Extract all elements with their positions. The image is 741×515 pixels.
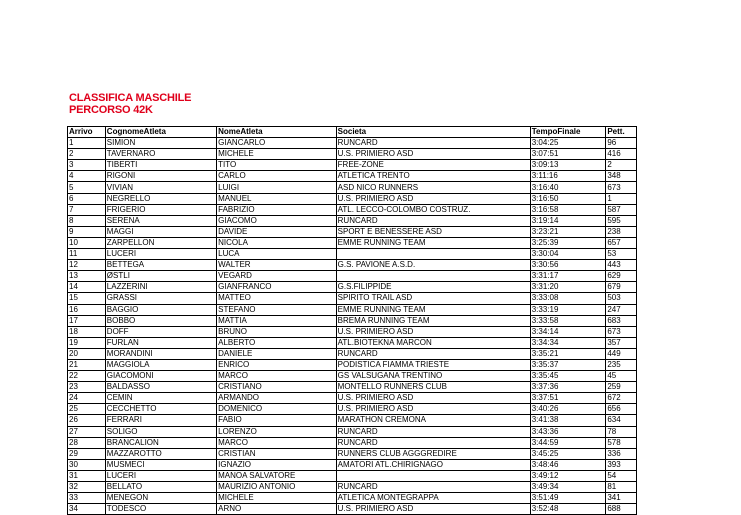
cognome-cell: BALDASSO	[105, 382, 216, 393]
societa-cell: G.S. PAVIONE A.S.D.	[336, 260, 530, 271]
tempo-cell: 3:31:17	[530, 271, 606, 282]
table-row	[68, 348, 637, 359]
societa-cell	[336, 470, 530, 481]
header-nome: NomeAtleta	[217, 127, 337, 138]
arrivo-cell: 29	[68, 448, 106, 459]
pettorale-cell: 629	[606, 271, 637, 282]
cognome-cell: SIMION	[105, 138, 216, 149]
tempo-cell: 3:37:36	[530, 382, 606, 393]
nome-cell: TITO	[217, 160, 337, 171]
tempo-cell: 3:52:48	[530, 504, 606, 515]
table-row	[68, 415, 637, 426]
pettorale-cell: 235	[606, 359, 637, 370]
table-row	[68, 237, 637, 248]
tempo-cell: 3:11:16	[530, 171, 606, 182]
cognome-cell: CEMIN	[105, 393, 216, 404]
nome-cell: GIACOMO	[217, 215, 337, 226]
nome-cell: MARCO	[217, 371, 337, 382]
table-row	[68, 193, 637, 204]
societa-cell: RUNCARD	[336, 215, 530, 226]
pettorale-cell: 449	[606, 348, 637, 359]
cognome-cell: MAGGIOLA	[105, 359, 216, 370]
table-row	[68, 160, 637, 171]
cognome-cell: BETTEGA	[105, 260, 216, 271]
societa-cell: BREMA RUNNING TEAM	[336, 315, 530, 326]
tempo-cell: 3:34:14	[530, 326, 606, 337]
tempo-cell: 3:40:26	[530, 404, 606, 415]
table-row	[68, 226, 637, 237]
arrivo-cell: 33	[68, 493, 106, 504]
societa-cell: MARATHON CREMONA	[336, 415, 530, 426]
nome-cell: CARLO	[217, 171, 337, 182]
pettorale-cell: 45	[606, 371, 637, 382]
tempo-cell: 3:48:46	[530, 459, 606, 470]
header-societa: Societa	[336, 127, 530, 138]
cognome-cell: MAZZAROTTO	[105, 448, 216, 459]
arrivo-cell: 18	[68, 326, 106, 337]
pettorale-cell: 657	[606, 237, 637, 248]
pettorale-cell: 587	[606, 204, 637, 215]
cognome-cell: GRASSI	[105, 293, 216, 304]
societa-cell: U.S. PRIMIERO ASD	[336, 404, 530, 415]
tempo-cell: 3:30:56	[530, 260, 606, 271]
arrivo-cell: 24	[68, 393, 106, 404]
pettorale-cell: 679	[606, 282, 637, 293]
cognome-cell: GIACOMONI	[105, 371, 216, 382]
tempo-cell: 3:31:20	[530, 282, 606, 293]
cognome-cell: MORANDINI	[105, 348, 216, 359]
societa-cell: U.S. PRIMIERO ASD	[336, 193, 530, 204]
nome-cell: FABRIZIO	[217, 204, 337, 215]
tempo-cell: 3:33:58	[530, 315, 606, 326]
pettorale-cell: 595	[606, 215, 637, 226]
societa-cell: MONTELLO RUNNERS CLUB	[336, 382, 530, 393]
nome-cell: CRISTIANO	[217, 382, 337, 393]
societa-cell: U.S. PRIMIERO ASD	[336, 504, 530, 515]
tempo-cell: 3:37:51	[530, 393, 606, 404]
societa-cell: RUNCARD	[336, 482, 530, 493]
arrivo-cell: 17	[68, 315, 106, 326]
cognome-cell: MENEGON	[105, 493, 216, 504]
societa-cell: RUNCARD	[336, 138, 530, 149]
pettorale-cell: 673	[606, 182, 637, 193]
nome-cell: MATTIA	[217, 315, 337, 326]
header-cognome: CognomeAtleta	[105, 127, 216, 138]
nome-cell: VEGARD	[217, 271, 337, 282]
tempo-cell: 3:49:34	[530, 482, 606, 493]
nome-cell: NICOLA	[217, 237, 337, 248]
cognome-cell: TAVERNARO	[105, 149, 216, 160]
cognome-cell: RIGONI	[105, 171, 216, 182]
tempo-cell: 3:09:13	[530, 160, 606, 171]
cognome-cell: TODESCO	[105, 504, 216, 515]
nome-cell: GIANFRANCO	[217, 282, 337, 293]
tempo-cell: 3:16:50	[530, 193, 606, 204]
arrivo-cell: 19	[68, 337, 106, 348]
arrivo-cell: 20	[68, 348, 106, 359]
nome-cell: GIANCARLO	[217, 138, 337, 149]
table-row	[68, 404, 637, 415]
arrivo-cell: 2	[68, 149, 106, 160]
header-arrivo: Arrivo	[68, 127, 106, 138]
arrivo-cell: 3	[68, 160, 106, 171]
arrivo-cell: 11	[68, 249, 106, 260]
nome-cell: CRISTIAN	[217, 448, 337, 459]
tempo-cell: 3:35:45	[530, 371, 606, 382]
pettorale-cell: 416	[606, 149, 637, 160]
nome-cell: MATTEO	[217, 293, 337, 304]
cognome-cell: TIBERTI	[105, 160, 216, 171]
societa-cell	[336, 271, 530, 282]
nome-cell: MANUEL	[217, 193, 337, 204]
pettorale-cell: 259	[606, 382, 637, 393]
table-row	[68, 448, 637, 459]
societa-cell: SPIRITO TRAIL ASD	[336, 293, 530, 304]
pettorale-cell: 96	[606, 138, 637, 149]
arrivo-cell: 34	[68, 504, 106, 515]
nome-cell: IGNAZIO	[217, 459, 337, 470]
societa-cell: ATLETICA TRENTO	[336, 171, 530, 182]
tempo-cell: 3:35:21	[530, 348, 606, 359]
societa-cell: ATL. LECCO-COLOMBO COSTRUZ.	[336, 204, 530, 215]
nome-cell: MARCO	[217, 437, 337, 448]
cognome-cell: LUCERI	[105, 470, 216, 481]
societa-cell: EMME RUNNING TEAM	[336, 237, 530, 248]
societa-cell: ASD NICO RUNNERS	[336, 182, 530, 193]
cognome-cell: BELLATO	[105, 482, 216, 493]
pettorale-cell: 336	[606, 448, 637, 459]
nome-cell: LUIGI	[217, 182, 337, 193]
nome-cell: MAURIZIO ANTONIO	[217, 482, 337, 493]
pettorale-cell: 672	[606, 393, 637, 404]
tempo-cell: 3:43:36	[530, 426, 606, 437]
pettorale-cell: 2	[606, 160, 637, 171]
pettorale-cell: 656	[606, 404, 637, 415]
arrivo-cell: 14	[68, 282, 106, 293]
nome-cell: MANOA SALVATORE	[217, 470, 337, 481]
arrivo-cell: 13	[68, 271, 106, 282]
pettorale-cell: 443	[606, 260, 637, 271]
pettorale-cell: 1	[606, 193, 637, 204]
arrivo-cell: 16	[68, 304, 106, 315]
table-row	[68, 326, 637, 337]
arrivo-cell: 1	[68, 138, 106, 149]
arrivo-cell: 4	[68, 171, 106, 182]
tempo-cell: 3:41:38	[530, 415, 606, 426]
header-row	[68, 127, 637, 138]
title-classifica: CLASSIFICA MASCHILE	[69, 92, 192, 104]
tempo-cell: 3:44:59	[530, 437, 606, 448]
societa-cell: RUNCARD	[336, 348, 530, 359]
nome-cell: DAVIDE	[217, 226, 337, 237]
pettorale-cell: 53	[606, 249, 637, 260]
table-row	[68, 470, 637, 481]
nome-cell: DANIELE	[217, 348, 337, 359]
nome-cell: MICHELE	[217, 149, 337, 160]
table-row	[68, 171, 637, 182]
pettorale-cell: 578	[606, 437, 637, 448]
cognome-cell: ZARPELLON	[105, 237, 216, 248]
cognome-cell: CECCHETTO	[105, 404, 216, 415]
table-row	[68, 437, 637, 448]
table-row	[68, 204, 637, 215]
arrivo-cell: 8	[68, 215, 106, 226]
pettorale-cell: 683	[606, 315, 637, 326]
cognome-cell: SOLIGO	[105, 426, 216, 437]
tempo-cell: 3:23:21	[530, 226, 606, 237]
table-row	[68, 504, 637, 515]
nome-cell: MICHELE	[217, 493, 337, 504]
tempo-cell: 3:04:25	[530, 138, 606, 149]
pettorale-cell: 247	[606, 304, 637, 315]
arrivo-cell: 26	[68, 415, 106, 426]
arrivo-cell: 27	[68, 426, 106, 437]
table-row	[68, 359, 637, 370]
table-row	[68, 382, 637, 393]
cognome-cell: ØSTLI	[105, 271, 216, 282]
societa-cell: U.S. PRIMIERO ASD	[336, 393, 530, 404]
table-row	[68, 337, 637, 348]
societa-cell: EMME RUNNING TEAM	[336, 304, 530, 315]
arrivo-cell: 6	[68, 193, 106, 204]
tempo-cell: 3:07:51	[530, 149, 606, 160]
tempo-cell: 3:35:37	[530, 359, 606, 370]
societa-cell: PODISTICA FIAMMA TRIESTE	[336, 359, 530, 370]
pettorale-cell: 357	[606, 337, 637, 348]
arrivo-cell: 21	[68, 359, 106, 370]
arrivo-cell: 7	[68, 204, 106, 215]
table-row	[68, 182, 637, 193]
table-row	[68, 282, 637, 293]
pettorale-cell: 503	[606, 293, 637, 304]
tempo-cell: 3:19:14	[530, 215, 606, 226]
societa-cell: GS VALSUGANA TRENTINO	[336, 371, 530, 382]
cognome-cell: FURLAN	[105, 337, 216, 348]
cognome-cell: VIVIAN	[105, 182, 216, 193]
nome-cell: LORENZO	[217, 426, 337, 437]
tempo-cell: 3:16:40	[530, 182, 606, 193]
tempo-cell: 3:45:25	[530, 448, 606, 459]
nome-cell: ENRICO	[217, 359, 337, 370]
pettorale-cell: 688	[606, 504, 637, 515]
arrivo-cell: 25	[68, 404, 106, 415]
table-row	[68, 426, 637, 437]
societa-cell: U.S. PRIMIERO ASD	[336, 326, 530, 337]
cognome-cell: BOBBO	[105, 315, 216, 326]
nome-cell: ARNO	[217, 504, 337, 515]
nome-cell: ARMANDO	[217, 393, 337, 404]
arrivo-cell: 22	[68, 371, 106, 382]
cognome-cell: MAGGI	[105, 226, 216, 237]
nome-cell: DOMENICO	[217, 404, 337, 415]
cognome-cell: BRANCALION	[105, 437, 216, 448]
societa-cell: ATL.BIOTEKNA MARCON	[336, 337, 530, 348]
pettorale-cell: 54	[606, 470, 637, 481]
pettorale-cell: 348	[606, 171, 637, 182]
results-body	[68, 138, 637, 515]
table-row	[68, 293, 637, 304]
tempo-cell: 3:51:49	[530, 493, 606, 504]
pettorale-cell: 238	[606, 226, 637, 237]
societa-cell: AMATORI ATL.CHIRIGNAGO	[336, 459, 530, 470]
cognome-cell: MUSMECI	[105, 459, 216, 470]
arrivo-cell: 31	[68, 470, 106, 481]
societa-cell: U.S. PRIMIERO ASD	[336, 149, 530, 160]
pettorale-cell: 393	[606, 459, 637, 470]
nome-cell: BRUNO	[217, 326, 337, 337]
cognome-cell: DOFF	[105, 326, 216, 337]
table-row	[68, 371, 637, 382]
nome-cell: FABIO	[217, 415, 337, 426]
tempo-cell: 3:49:12	[530, 470, 606, 481]
pettorale-cell: 81	[606, 482, 637, 493]
societa-cell: RUNNERS CLUB AGGGREDIRE	[336, 448, 530, 459]
societa-cell: ATLETICA MONTEGRAPPA	[336, 493, 530, 504]
societa-cell: SPORT E BENESSERE ASD	[336, 226, 530, 237]
cognome-cell: FRIGERIO	[105, 204, 216, 215]
societa-cell: RUNCARD	[336, 437, 530, 448]
table-row	[68, 304, 637, 315]
societa-cell: FREE-ZONE	[336, 160, 530, 171]
table-row	[68, 493, 637, 504]
arrivo-cell: 23	[68, 382, 106, 393]
cognome-cell: NEGRELLO	[105, 193, 216, 204]
societa-cell: RUNCARD	[336, 426, 530, 437]
cognome-cell: BAGGIO	[105, 304, 216, 315]
cognome-cell: LUCERI	[105, 249, 216, 260]
tempo-cell: 3:30:04	[530, 249, 606, 260]
pettorale-cell: 673	[606, 326, 637, 337]
nome-cell: WALTER	[217, 260, 337, 271]
table-row	[68, 315, 637, 326]
cognome-cell: SERENA	[105, 215, 216, 226]
table-row	[68, 393, 637, 404]
societa-cell: G.S.FILIPPIDE	[336, 282, 530, 293]
pettorale-cell: 78	[606, 426, 637, 437]
nome-cell: STEFANO	[217, 304, 337, 315]
table-row	[68, 482, 637, 493]
arrivo-cell: 30	[68, 459, 106, 470]
header-pettorale: Pett.	[606, 127, 637, 138]
pettorale-cell: 634	[606, 415, 637, 426]
title-percorso: PERCORSO 42K	[69, 104, 153, 116]
arrivo-cell: 5	[68, 182, 106, 193]
table-row	[68, 138, 637, 149]
nome-cell: LUCA	[217, 249, 337, 260]
results-table	[67, 126, 637, 515]
tempo-cell: 3:34:34	[530, 337, 606, 348]
tempo-cell: 3:16:58	[530, 204, 606, 215]
arrivo-cell: 32	[68, 482, 106, 493]
nome-cell: ALBERTO	[217, 337, 337, 348]
tempo-cell: 3:33:19	[530, 304, 606, 315]
cognome-cell: FERRARI	[105, 415, 216, 426]
table-row	[68, 271, 637, 282]
arrivo-cell: 28	[68, 437, 106, 448]
pettorale-cell: 341	[606, 493, 637, 504]
societa-cell	[336, 249, 530, 260]
header-tempo: TempoFinale	[530, 127, 606, 138]
table-row	[68, 215, 637, 226]
arrivo-cell: 9	[68, 226, 106, 237]
arrivo-cell: 15	[68, 293, 106, 304]
arrivo-cell: 12	[68, 260, 106, 271]
table-row	[68, 260, 637, 271]
arrivo-cell: 10	[68, 237, 106, 248]
table-row	[68, 459, 637, 470]
cognome-cell: LAZZERINI	[105, 282, 216, 293]
tempo-cell: 3:33:08	[530, 293, 606, 304]
tempo-cell: 3:25:39	[530, 237, 606, 248]
table-row	[68, 249, 637, 260]
table-row	[68, 149, 637, 160]
